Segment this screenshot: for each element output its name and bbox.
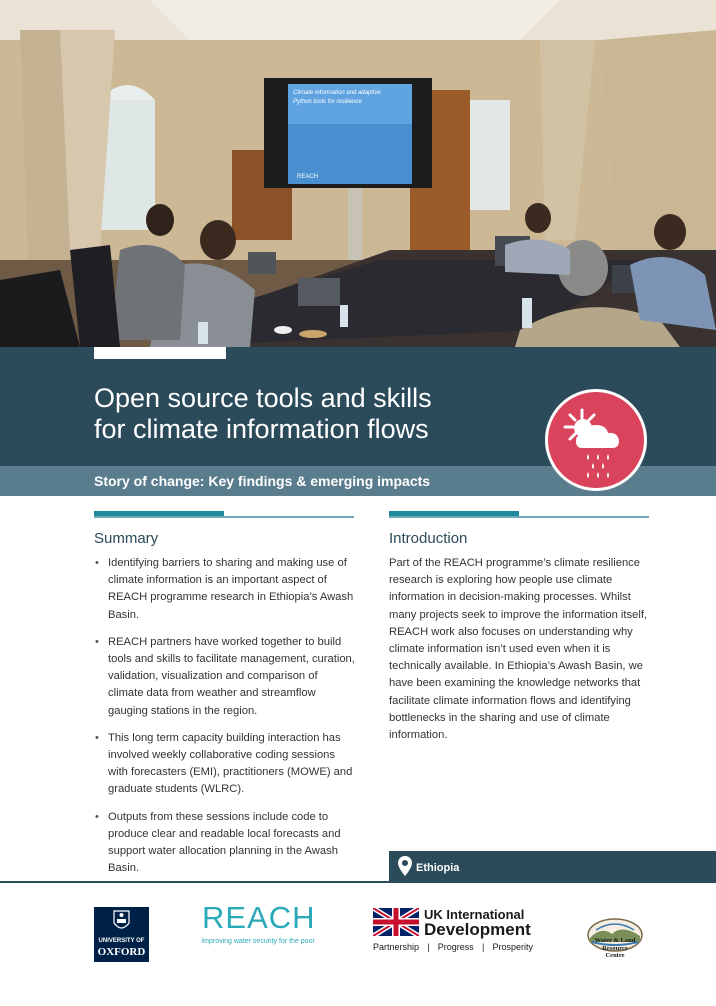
ukid-line2: Development bbox=[424, 920, 531, 939]
wlrc-line2: Resource bbox=[602, 944, 628, 952]
wlrc-name bbox=[580, 937, 650, 960]
subtitle: Story of change: Key findings & emerging impacts bbox=[94, 473, 431, 489]
uk-flag-icon bbox=[373, 908, 419, 936]
summary-bullet: • Outputs from these sessions include code to produce clear and readable local forecasts and support water allocation planning in the Awash Basin. bbox=[94, 809, 356, 878]
hero-photo bbox=[0, 0, 716, 347]
ukid-tagline bbox=[373, 942, 533, 953]
reach-tagline: Improving water security for the poor bbox=[201, 938, 315, 945]
reach-logo: REACH bbox=[202, 900, 316, 935]
ukid-line1: UK International bbox=[424, 907, 525, 922]
wlrc-line3: Centre bbox=[605, 952, 625, 959]
ukid-tagline-sep: | bbox=[427, 942, 430, 952]
oxford-line1: UNIVERSITY OF bbox=[98, 938, 145, 944]
title-accent-bar bbox=[94, 347, 226, 359]
oxford-logo bbox=[94, 907, 149, 962]
ukid-tagline-word: Partnership bbox=[373, 942, 420, 952]
slide-brand: REACH bbox=[297, 174, 319, 180]
wlrc-line1: Water & Land bbox=[594, 937, 636, 944]
summary-list bbox=[94, 555, 356, 887]
location-label: Ethiopia bbox=[416, 862, 460, 874]
slide-title-line2: Python tools for resilience bbox=[293, 99, 362, 105]
oxford-line2: OXFORD bbox=[97, 946, 146, 958]
ukid-tagline-word: Prosperity bbox=[492, 942, 533, 952]
summary-rule bbox=[94, 516, 354, 518]
location-pin-icon bbox=[398, 856, 412, 876]
slide-title-line1: Climate information and adaptive bbox=[293, 90, 381, 96]
footer-rule bbox=[0, 881, 716, 883]
title-line2: for climate information flows bbox=[94, 414, 429, 444]
intro-heading: Introduction bbox=[389, 530, 468, 547]
intro-rule bbox=[389, 516, 649, 518]
oxford-crest-icon bbox=[94, 907, 149, 937]
title-line1: Open source tools and skills bbox=[94, 383, 432, 413]
ukid-tagline-sep: | bbox=[481, 942, 485, 952]
intro-body: Part of the REACH programme’s climate resilience research is exploring how people use climate information in decision-making processes. Whilst many projects seek to improve the information itself, REACH work also focuses on understanding why climate information isn’t used even when it is technically available. In Ethiopia’s Awash Basin, we have been examining the knowledge networks that facilitate climate information flows and identifying bottlenecks in the sharing and use of climate information. bbox=[389, 557, 648, 742]
summary-bullet: • Identifying barriers to sharing and making use of climate information is an important aspect of REACH programme research in Ethiopia’s Awash Basin. bbox=[94, 555, 356, 624]
summary-bullet: • REACH partners have worked together to build tools and skills to facilitate management, curation, validation, visualization and comparison of climate data from weather and streamflow gauging stations in the region. bbox=[94, 634, 356, 720]
page-title bbox=[94, 383, 514, 445]
sun-cloud-rain-icon bbox=[548, 392, 644, 488]
ukid-tagline-word: Progress bbox=[437, 942, 474, 952]
summary-bullet: • This long term capacity building interaction has involved weekly collaborative coding sessions with forecasters (EMI), practitioners (MOWE) and graduate students (WLRC). bbox=[94, 730, 356, 799]
climate-badge bbox=[545, 389, 647, 491]
summary-heading: Summary bbox=[94, 530, 159, 547]
